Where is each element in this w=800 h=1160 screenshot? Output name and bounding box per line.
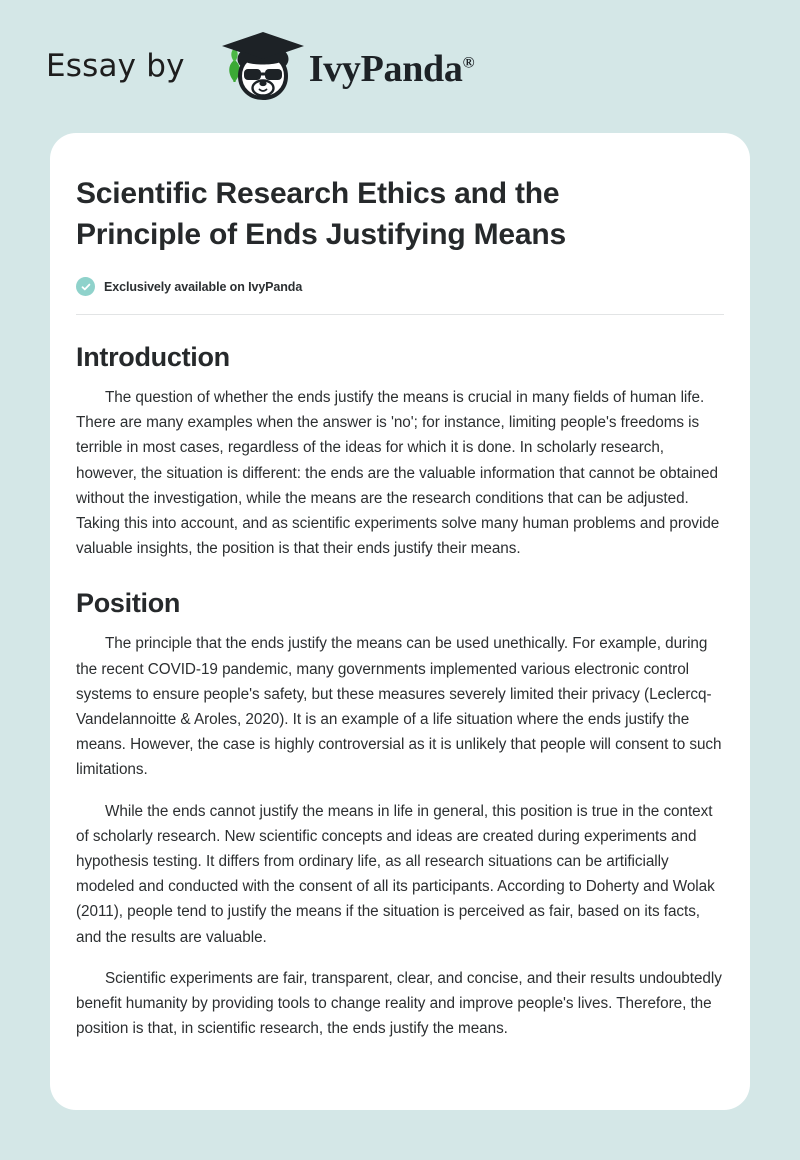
wordmark-text: IvyPanda: [308, 47, 463, 90]
panda-graduation-cap-logo-icon: [203, 30, 307, 104]
paragraph: The question of whether the ends justify the means is crucial in many fields of human life. There are many examples when the answer is 'no'; for instance, limiting people's freedoms is terrible in most cases, regardless of the ideas for which it is done. In scholarly research, however, the situation is different: the ends are the valuable information that cannot be obtained without the investigation, while the means are the research conditions that can be adjusted. Taking this into account, and as scientific experiments solve many human problems and provide valuable insights, the position is that their ends justify their means.: [76, 389, 720, 558]
brand-header: [0, 0, 800, 133]
ivypanda-logo-link[interactable]: [203, 30, 475, 104]
status-badge-label: Exclusively available on IvyPanda: [104, 279, 303, 294]
registered-trademark-symbol: ®: [462, 53, 475, 71]
paragraph: The principle that the ends justify the means can be used unethically. For example, during the recent COVID-19 pandemic, many governments implemented various electronic control systems to ensure people's safety, but these measures severely limited their privacy (Leclercq-Vandelannoitte & Aroles, 2020). It is an example of a life situation where the ends justify the means. However, the case is highly controversial as it is unlikely that people will consent to such limitations.: [76, 635, 722, 779]
paragraph: While the ends cannot justify the means in life in general, this position is true in the context of scholarly research. New scientific concepts and ideas are created during experiments and hypothesis testing. It differs from ordinary life, as all research situations can be artificially modeled and conducted with the consent of all its participants. According to Doherty and Wolak (2011), people tend to justify the means if the situation is perceived as fair, based on its facts, and the results are valuable.: [76, 802, 715, 946]
essay-card: [50, 133, 750, 1110]
exclusivity-badge: [76, 277, 724, 296]
section-heading-position: Position: [76, 588, 181, 619]
ivypanda-wordmark: [308, 47, 475, 90]
check-circle-icon: [76, 277, 95, 296]
essay-by-label: Essay by: [46, 48, 185, 84]
page-title: Scientific Research Ethics and the Principle of Ends Justifying Means: [76, 177, 566, 251]
paragraph: Scientific experiments are fair, transparent, clear, and concise, and their results undoubtedly benefit humanity by providing tools to change reality and improve people's lives. Therefore, the position is that, in scientific research, the ends justify the means.: [76, 969, 722, 1038]
section-heading-introduction: Introduction: [76, 342, 230, 372]
title-divider: [76, 314, 724, 315]
